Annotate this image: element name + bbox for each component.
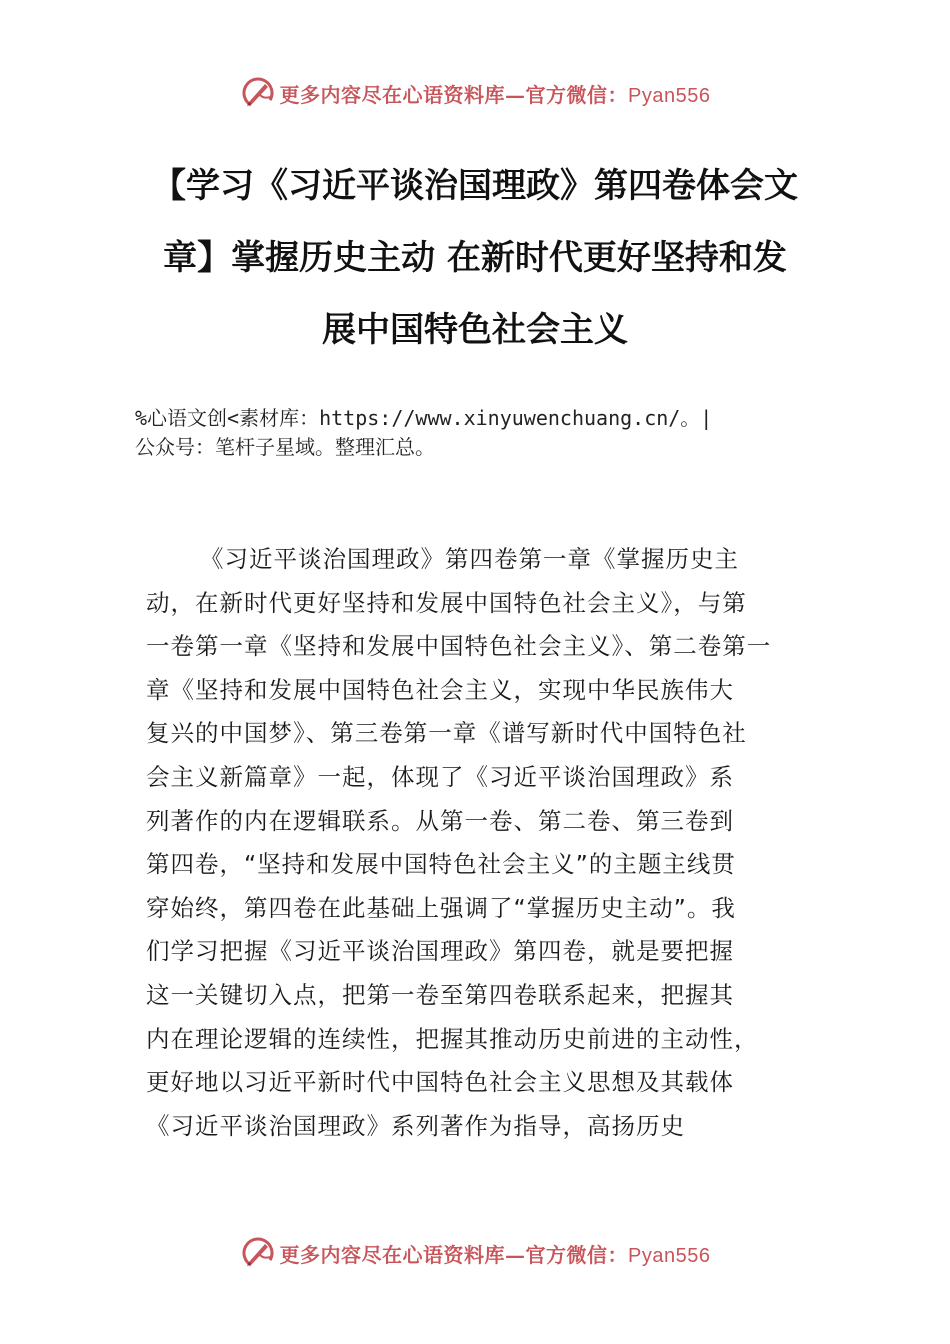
body-paragraph (146, 538, 826, 1148)
body-line: 列著作的内在逻辑联系。从第一卷、第二卷、第三卷到 (146, 806, 734, 835)
body-line: 内在理论逻辑的连续性，把握其推动历史前进的主动性， (146, 1024, 759, 1053)
article-title (130, 150, 820, 366)
body-line: 穿始终，第四卷在此基础上强调了“掌握历史主动”。我 (146, 893, 736, 922)
body-line: 《习近平谈治国理政》第四卷第一章《掌握历史主 (200, 545, 739, 573)
body-line: 《习近平谈治国理政》系列著作为指导，高扬历史 (146, 1111, 685, 1140)
body-line: 会主义新篇章》一起，体现了《习近平谈治国理政》系 (146, 762, 734, 791)
source-line: %心语文创<素材库：https://www.xinyuwenchuang.cn/。| (135, 406, 713, 430)
footer-banner (0, 1233, 950, 1273)
title-line: 展中国特色社会主义 (322, 310, 628, 350)
body-line: 们学习把握《习近平谈治国理政》第四卷，就是要把握 (146, 937, 734, 966)
title-line: 【学习《习近平谈治国理政》第四卷体会文 (152, 166, 798, 206)
body-line: 章《坚持和发展中国特色社会主义，实现中华民族伟大 (146, 675, 734, 704)
body-line: 复兴的中国梦》、第三卷第一章《谱写新时代中国特色社 (146, 719, 747, 748)
header-banner (0, 73, 950, 113)
body-line: 这一关键切入点，把第一卷至第四卷联系起来，把握其 (146, 980, 734, 1009)
wechat-id: Pyan556 (628, 84, 711, 107)
brush-pen-logo-icon (240, 75, 276, 111)
brush-pen-logo-icon (240, 1235, 276, 1271)
body-line: 一卷第一章《坚持和发展中国特色社会主义》、第二卷第一 (146, 632, 772, 661)
body-line: 第四卷，“坚持和发展中国特色社会主义”的主题主线贯 (146, 850, 736, 879)
wechat-id: Pyan556 (628, 1244, 711, 1267)
source-notice (135, 404, 835, 462)
body-line: 更好地以习近平新时代中国特色社会主义思想及其载体 (146, 1068, 734, 1097)
source-line: 公众号：笔杆子星域。整理汇总。 (135, 435, 435, 459)
title-line: 章】掌握历史主动 在新时代更好坚持和发 (163, 238, 787, 278)
banner-text: 更多内容尽在心语资料库—官方微信：Pyan556 (279, 82, 711, 107)
body-line: 动，在新时代更好坚持和发展中国特色社会主义》，与第 (146, 588, 747, 617)
banner-text: 更多内容尽在心语资料库—官方微信：Pyan556 (279, 1242, 711, 1267)
